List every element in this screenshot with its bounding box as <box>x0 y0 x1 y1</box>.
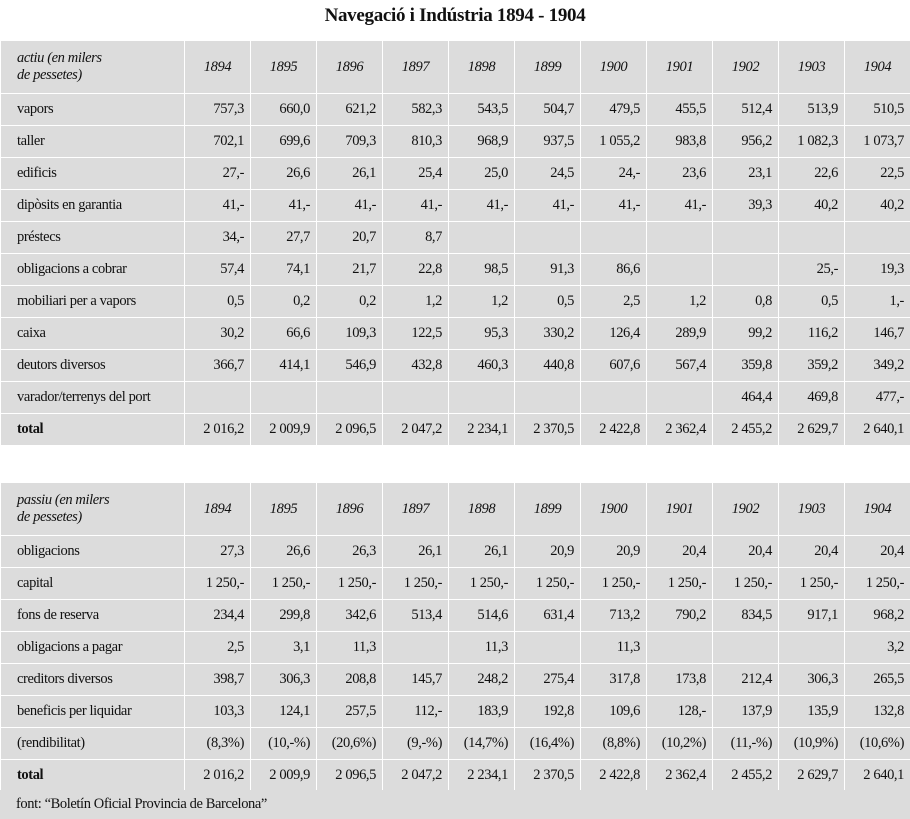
table-row <box>1 568 910 600</box>
year-header: 1897 <box>383 41 449 94</box>
value-cell: 103,3 <box>185 696 251 728</box>
year-header: 1894 <box>185 41 251 94</box>
value-cell: (8,3%) <box>185 728 251 760</box>
value-cell <box>647 632 713 664</box>
value-cell <box>713 222 779 254</box>
value-cell: 398,7 <box>185 664 251 696</box>
value-cell: 699,6 <box>251 126 317 158</box>
value-cell <box>317 382 383 414</box>
section-gap <box>0 463 910 482</box>
actiu-table <box>0 40 910 446</box>
actiu-total-row <box>1 414 910 446</box>
value-cell: 1 250,- <box>779 568 845 600</box>
value-cell <box>845 222 910 254</box>
value-cell <box>647 382 713 414</box>
value-cell: 968,9 <box>449 126 515 158</box>
value-cell <box>185 382 251 414</box>
value-cell: 469,8 <box>779 382 845 414</box>
value-cell: 582,3 <box>383 94 449 126</box>
value-cell: 124,1 <box>251 696 317 728</box>
value-cell: 289,9 <box>647 318 713 350</box>
row-label: varador/terrenys del port <box>1 382 185 414</box>
value-cell: 26,6 <box>251 536 317 568</box>
row-label: vapors <box>1 94 185 126</box>
value-cell: 41,- <box>647 190 713 222</box>
year-header: 1900 <box>581 41 647 94</box>
value-cell: 23,6 <box>647 158 713 190</box>
row-label: préstecs <box>1 222 185 254</box>
value-cell: 173,8 <box>647 664 713 696</box>
value-cell: 137,9 <box>713 696 779 728</box>
value-cell: 146,7 <box>845 318 910 350</box>
total-value-cell: 2 234,1 <box>449 760 515 792</box>
value-cell: (14,7%) <box>449 728 515 760</box>
value-cell: 359,8 <box>713 350 779 382</box>
value-cell: 192,8 <box>515 696 581 728</box>
value-cell: 20,9 <box>581 536 647 568</box>
total-value-cell: 2 640,1 <box>845 414 910 446</box>
total-value-cell: 2 047,2 <box>383 760 449 792</box>
table-row <box>1 286 910 318</box>
row-label: beneficis per liquidar <box>1 696 185 728</box>
value-cell: 208,8 <box>317 664 383 696</box>
value-cell: 22,6 <box>779 158 845 190</box>
value-cell: 440,8 <box>515 350 581 382</box>
source-note: font: “Boletín Oficial Provincia de Barcelona” <box>0 790 910 819</box>
value-cell: 1 250,- <box>185 568 251 600</box>
value-cell: 19,3 <box>845 254 910 286</box>
value-cell: 299,8 <box>251 600 317 632</box>
value-cell: 122,5 <box>383 318 449 350</box>
row-label: mobiliari per a vapors <box>1 286 185 318</box>
year-header: 1901 <box>647 41 713 94</box>
table-row <box>1 94 910 126</box>
value-cell: 1 250,- <box>515 568 581 600</box>
total-value-cell: 2 455,2 <box>713 760 779 792</box>
value-cell: 135,9 <box>779 696 845 728</box>
total-value-cell: 2 047,2 <box>383 414 449 446</box>
table-row <box>1 318 910 350</box>
value-cell: 21,7 <box>317 254 383 286</box>
total-value-cell: 2 422,8 <box>581 414 647 446</box>
value-cell: 1 082,3 <box>779 126 845 158</box>
value-cell: 366,7 <box>185 350 251 382</box>
value-cell: 567,4 <box>647 350 713 382</box>
value-cell <box>713 632 779 664</box>
total-value-cell: 2 009,9 <box>251 760 317 792</box>
value-cell: 1,- <box>845 286 910 318</box>
year-header: 1896 <box>317 41 383 94</box>
value-cell: 432,8 <box>383 350 449 382</box>
table-row <box>1 382 910 414</box>
value-cell <box>779 632 845 664</box>
value-cell <box>647 254 713 286</box>
year-header: 1904 <box>845 483 910 536</box>
value-cell: 477,- <box>845 382 910 414</box>
value-cell: 11,3 <box>317 632 383 664</box>
value-cell: 790,2 <box>647 600 713 632</box>
total-value-cell: 2 016,2 <box>185 760 251 792</box>
year-header: 1899 <box>515 483 581 536</box>
value-cell <box>779 222 845 254</box>
year-header: 1904 <box>845 41 910 94</box>
value-cell: 41,- <box>449 190 515 222</box>
value-cell: 631,4 <box>515 600 581 632</box>
value-cell: 513,9 <box>779 94 845 126</box>
value-cell: 607,6 <box>581 350 647 382</box>
value-cell: 26,6 <box>251 158 317 190</box>
year-header: 1899 <box>515 41 581 94</box>
value-cell: 39,3 <box>713 190 779 222</box>
value-cell <box>383 632 449 664</box>
value-cell: 359,2 <box>779 350 845 382</box>
value-cell: 126,4 <box>581 318 647 350</box>
value-cell <box>647 222 713 254</box>
value-cell: 1,2 <box>449 286 515 318</box>
value-cell: 479,5 <box>581 94 647 126</box>
value-cell: 621,2 <box>317 94 383 126</box>
table-row <box>1 632 910 664</box>
value-cell: 968,2 <box>845 600 910 632</box>
value-cell: 20,4 <box>713 536 779 568</box>
value-cell: (11,-%) <box>713 728 779 760</box>
value-cell <box>581 382 647 414</box>
value-cell: 342,6 <box>317 600 383 632</box>
value-cell: 917,1 <box>779 600 845 632</box>
value-cell: (20,6%) <box>317 728 383 760</box>
value-cell: 40,2 <box>779 190 845 222</box>
row-label: creditors diversos <box>1 664 185 696</box>
value-cell: 257,5 <box>317 696 383 728</box>
value-cell: 513,4 <box>383 600 449 632</box>
value-cell: (10,-%) <box>251 728 317 760</box>
value-cell: 20,4 <box>845 536 910 568</box>
table-row <box>1 126 910 158</box>
total-value-cell: 2 370,5 <box>515 760 581 792</box>
value-cell: 1 250,- <box>251 568 317 600</box>
value-cell: 455,5 <box>647 94 713 126</box>
total-value-cell: 2 362,4 <box>647 760 713 792</box>
total-value-cell: 2 234,1 <box>449 414 515 446</box>
value-cell: 1 250,- <box>647 568 713 600</box>
value-cell: 20,9 <box>515 536 581 568</box>
value-cell: 546,9 <box>317 350 383 382</box>
value-cell: 99,2 <box>713 318 779 350</box>
value-cell: 25,0 <box>449 158 515 190</box>
header-label-line1: actiu (en milers <box>17 50 102 66</box>
table-row <box>1 158 910 190</box>
total-value-cell: 2 629,7 <box>779 760 845 792</box>
value-cell: 543,5 <box>449 94 515 126</box>
passiu-header-row <box>1 483 910 536</box>
value-cell: 810,3 <box>383 126 449 158</box>
total-value-cell: 2 640,1 <box>845 760 910 792</box>
value-cell: 1 250,- <box>713 568 779 600</box>
row-label: deutors diversos <box>1 350 185 382</box>
value-cell: 24,5 <box>515 158 581 190</box>
value-cell: 1 250,- <box>383 568 449 600</box>
value-cell: 26,1 <box>449 536 515 568</box>
value-cell: 464,4 <box>713 382 779 414</box>
value-cell: (16,4%) <box>515 728 581 760</box>
total-value-cell: 2 422,8 <box>581 760 647 792</box>
value-cell: 112,- <box>383 696 449 728</box>
value-cell: 27,3 <box>185 536 251 568</box>
row-label: obligacions a pagar <box>1 632 185 664</box>
value-cell <box>449 222 515 254</box>
year-header: 1903 <box>779 41 845 94</box>
value-cell: 22,8 <box>383 254 449 286</box>
year-header: 1900 <box>581 483 647 536</box>
value-cell: 0,5 <box>515 286 581 318</box>
value-cell: 349,2 <box>845 350 910 382</box>
value-cell: 0,5 <box>185 286 251 318</box>
value-cell <box>251 382 317 414</box>
value-cell: (10,9%) <box>779 728 845 760</box>
value-cell: 20,7 <box>317 222 383 254</box>
value-cell <box>515 222 581 254</box>
value-cell: 11,3 <box>581 632 647 664</box>
passiu-total-row <box>1 760 910 792</box>
value-cell: 3,2 <box>845 632 910 664</box>
value-cell: 145,7 <box>383 664 449 696</box>
total-label: total <box>1 414 185 446</box>
year-header: 1898 <box>449 483 515 536</box>
value-cell: 22,5 <box>845 158 910 190</box>
row-label: taller <box>1 126 185 158</box>
value-cell: 514,6 <box>449 600 515 632</box>
value-cell: 74,1 <box>251 254 317 286</box>
value-cell: 212,4 <box>713 664 779 696</box>
value-cell: (10,6%) <box>845 728 910 760</box>
row-label: obligacions <box>1 536 185 568</box>
table-row <box>1 254 910 286</box>
value-cell: 757,3 <box>185 94 251 126</box>
total-value-cell: 2 096,5 <box>317 414 383 446</box>
value-cell: 330,2 <box>515 318 581 350</box>
value-cell: 0,8 <box>713 286 779 318</box>
value-cell: 24,- <box>581 158 647 190</box>
value-cell: 2,5 <box>185 632 251 664</box>
value-cell: 1 250,- <box>317 568 383 600</box>
table-row <box>1 600 910 632</box>
table-row <box>1 190 910 222</box>
year-header: 1895 <box>251 41 317 94</box>
value-cell: 41,- <box>185 190 251 222</box>
value-cell: (9,-%) <box>383 728 449 760</box>
value-cell: 41,- <box>383 190 449 222</box>
value-cell: 306,3 <box>779 664 845 696</box>
value-cell: 41,- <box>581 190 647 222</box>
year-header: 1894 <box>185 483 251 536</box>
row-label: edificis <box>1 158 185 190</box>
row-label: caixa <box>1 318 185 350</box>
row-label: (rendibilitat) <box>1 728 185 760</box>
value-cell: 57,4 <box>185 254 251 286</box>
value-cell: 41,- <box>251 190 317 222</box>
value-cell: 414,1 <box>251 350 317 382</box>
passiu-header-label <box>1 483 185 536</box>
value-cell: 26,1 <box>383 536 449 568</box>
year-header: 1901 <box>647 483 713 536</box>
row-label: dipòsits en garantia <box>1 190 185 222</box>
value-cell: 20,4 <box>779 536 845 568</box>
table-row <box>1 536 910 568</box>
value-cell: 109,6 <box>581 696 647 728</box>
value-cell: 713,2 <box>581 600 647 632</box>
year-header: 1896 <box>317 483 383 536</box>
value-cell <box>383 382 449 414</box>
value-cell: 0,2 <box>251 286 317 318</box>
value-cell: 128,- <box>647 696 713 728</box>
value-cell: 34,- <box>185 222 251 254</box>
value-cell <box>515 382 581 414</box>
value-cell: 1,2 <box>383 286 449 318</box>
value-cell: (8,8%) <box>581 728 647 760</box>
total-value-cell: 2 362,4 <box>647 414 713 446</box>
value-cell: 25,- <box>779 254 845 286</box>
value-cell: 1 250,- <box>449 568 515 600</box>
value-cell: 23,1 <box>713 158 779 190</box>
value-cell: 937,5 <box>515 126 581 158</box>
value-cell: 0,2 <box>317 286 383 318</box>
value-cell: 234,4 <box>185 600 251 632</box>
value-cell: 26,3 <box>317 536 383 568</box>
year-header: 1902 <box>713 483 779 536</box>
value-cell: 983,8 <box>647 126 713 158</box>
value-cell: 109,3 <box>317 318 383 350</box>
value-cell: 0,5 <box>779 286 845 318</box>
value-cell: 27,- <box>185 158 251 190</box>
actiu-header-row <box>1 41 910 94</box>
value-cell: 1 250,- <box>581 568 647 600</box>
passiu-table <box>0 482 910 792</box>
value-cell: 956,2 <box>713 126 779 158</box>
value-cell: 86,6 <box>581 254 647 286</box>
value-cell: 41,- <box>317 190 383 222</box>
value-cell: 3,1 <box>251 632 317 664</box>
value-cell: 265,5 <box>845 664 910 696</box>
total-value-cell: 2 455,2 <box>713 414 779 446</box>
header-label-line1: passiu (en milers <box>17 492 110 508</box>
value-cell <box>713 254 779 286</box>
value-cell: 512,4 <box>713 94 779 126</box>
value-cell: 504,7 <box>515 94 581 126</box>
total-value-cell: 2 016,2 <box>185 414 251 446</box>
value-cell: 702,1 <box>185 126 251 158</box>
value-cell: 11,3 <box>449 632 515 664</box>
value-cell: 1 055,2 <box>581 126 647 158</box>
value-cell <box>449 382 515 414</box>
value-cell: 660,0 <box>251 94 317 126</box>
table-row <box>1 350 910 382</box>
table-row <box>1 728 910 760</box>
table-row <box>1 696 910 728</box>
value-cell: (10,2%) <box>647 728 713 760</box>
total-value-cell: 2 009,9 <box>251 414 317 446</box>
year-header: 1897 <box>383 483 449 536</box>
value-cell: 20,4 <box>647 536 713 568</box>
year-header: 1902 <box>713 41 779 94</box>
total-label: total <box>1 760 185 792</box>
actiu-header-label <box>1 41 185 94</box>
value-cell: 1 250,- <box>845 568 910 600</box>
value-cell: 26,1 <box>317 158 383 190</box>
value-cell: 116,2 <box>779 318 845 350</box>
value-cell: 40,2 <box>845 190 910 222</box>
year-header: 1898 <box>449 41 515 94</box>
row-label: capital <box>1 568 185 600</box>
header-label-line2: de pessetes) <box>17 67 82 83</box>
value-cell: 27,7 <box>251 222 317 254</box>
value-cell: 30,2 <box>185 318 251 350</box>
value-cell: 834,5 <box>713 600 779 632</box>
value-cell: 275,4 <box>515 664 581 696</box>
value-cell: 95,3 <box>449 318 515 350</box>
table-row <box>1 222 910 254</box>
value-cell: 91,3 <box>515 254 581 286</box>
total-value-cell: 2 370,5 <box>515 414 581 446</box>
value-cell: 248,2 <box>449 664 515 696</box>
page-title: Navegació i Indústria 1894 - 1904 <box>324 5 586 26</box>
value-cell: 183,9 <box>449 696 515 728</box>
value-cell: 1,2 <box>647 286 713 318</box>
total-value-cell: 2 096,5 <box>317 760 383 792</box>
value-cell: 2,5 <box>581 286 647 318</box>
year-header: 1895 <box>251 483 317 536</box>
value-cell: 66,6 <box>251 318 317 350</box>
table-row <box>1 664 910 696</box>
row-label: obligacions a cobrar <box>1 254 185 286</box>
value-cell: 132,8 <box>845 696 910 728</box>
value-cell: 1 073,7 <box>845 126 910 158</box>
value-cell <box>581 222 647 254</box>
value-cell: 8,7 <box>383 222 449 254</box>
value-cell: 709,3 <box>317 126 383 158</box>
value-cell: 510,5 <box>845 94 910 126</box>
value-cell: 98,5 <box>449 254 515 286</box>
value-cell: 41,- <box>515 190 581 222</box>
value-cell <box>515 632 581 664</box>
value-cell: 25,4 <box>383 158 449 190</box>
year-header: 1903 <box>779 483 845 536</box>
value-cell: 317,8 <box>581 664 647 696</box>
row-label: fons de reserva <box>1 600 185 632</box>
total-value-cell: 2 629,7 <box>779 414 845 446</box>
value-cell: 460,3 <box>449 350 515 382</box>
value-cell: 306,3 <box>251 664 317 696</box>
header-label-line2: de pessetes) <box>17 509 82 525</box>
